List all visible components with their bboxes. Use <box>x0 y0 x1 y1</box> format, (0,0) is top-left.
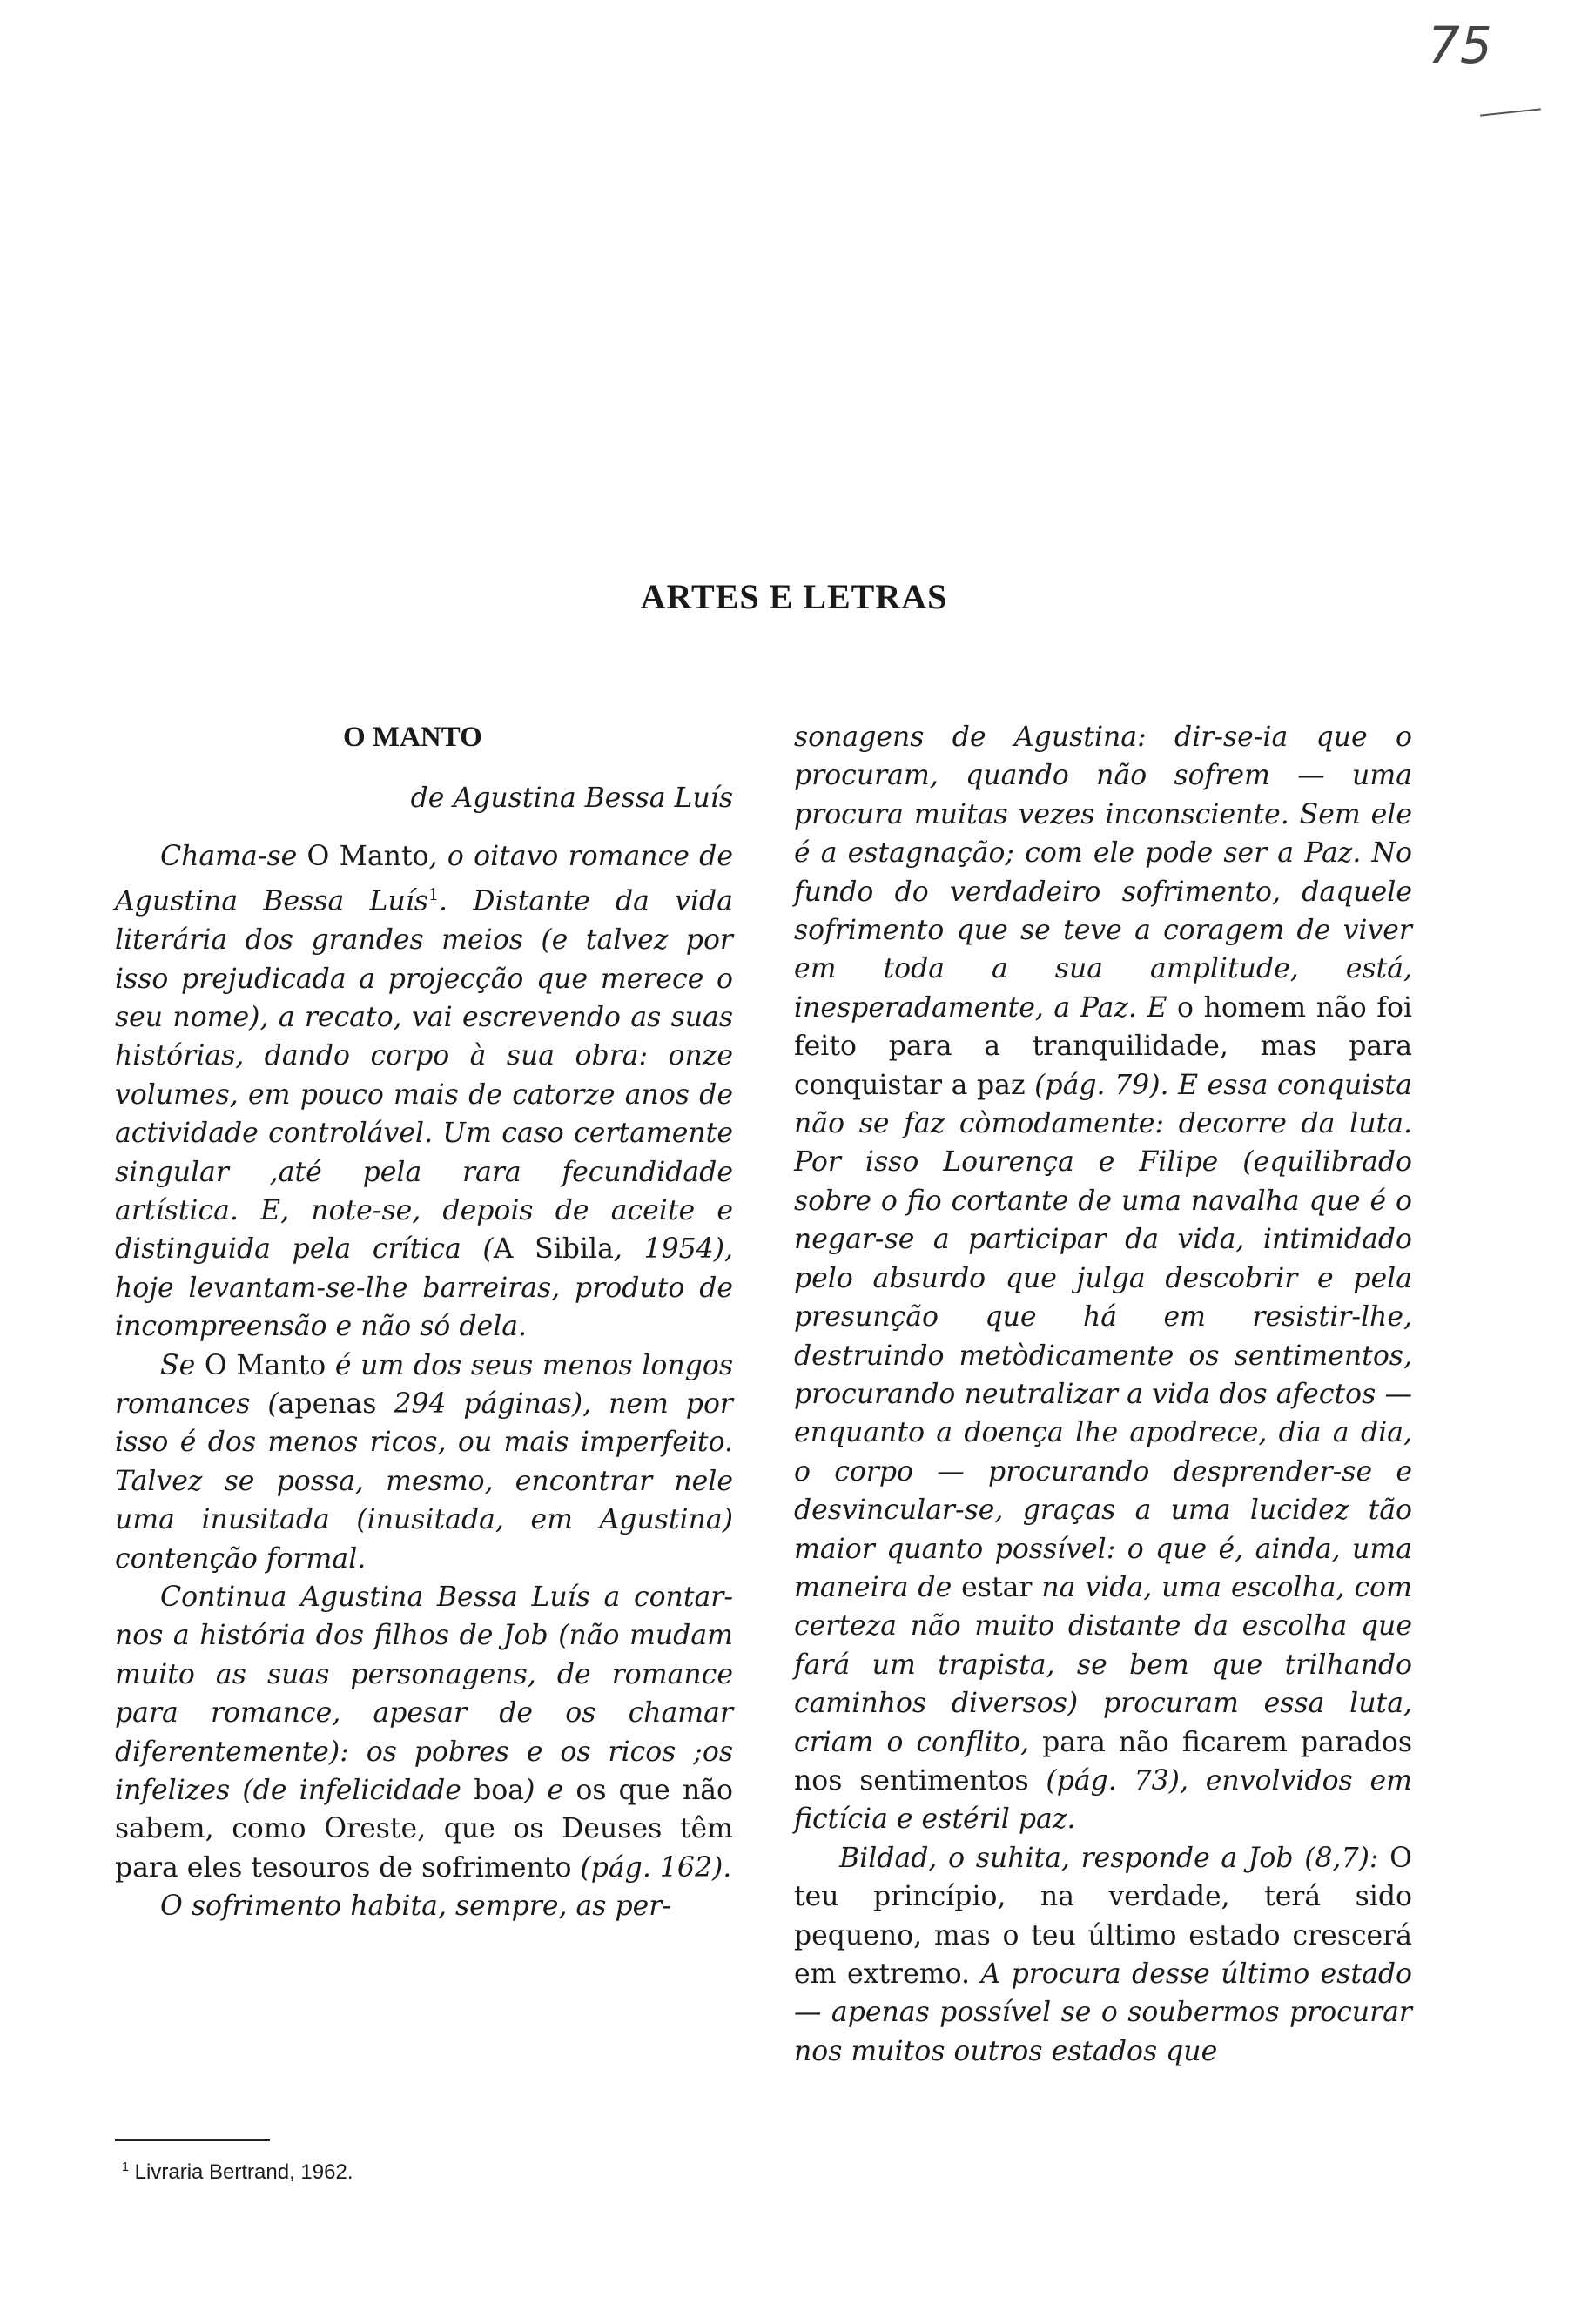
paragraph: Chama-se O Manto, o oitavo romance de Agustina Bessa Luís$^1$. Distante da vida literária dos grandes meios (e talvez por isso prejudicada a projecção que merece o seu nome), a recato, vai escrevendo as suas histórias, dando corpo à sua obra: onze volumes, em pouco mais de catorze anos de actividade controlável. Um caso certamente singular ,até pela rara fecundidade artística. E, note-se, depois de aceite e distinguida pela crítica (A Sibila, 1954), hoje levantam-se-lhe barreiras, produto de incompreensão e não só dela. <box>115 840 734 1343</box>
right-column <box>794 718 1412 2071</box>
section-title: ARTES E LETRAS <box>640 577 948 616</box>
footnote-ref: 1 <box>427 885 439 905</box>
article-title: O MANTO <box>343 722 482 753</box>
paragraph: Se O Manto é um dos seus menos longos romances (apenas 294 páginas), nem por isso é dos menos ricos, ou mais imperfeito. Talvez se possa, mesmo, encontrar nele uma inusitada (inusitada, em Agustina) contenção formal. <box>115 1349 733 1575</box>
paragraph: Bildad, o suhita, responde a Job (8,7): O teu princípio, na verdade, terá sido pequeno, mas o teu último estado crescerá em extremo. A procura desse último estado — apenas possível se o soubermos procurar nos muitos outros estados que <box>794 1842 1412 2067</box>
page-number: 75 <box>1428 16 1492 75</box>
footnote-divider <box>115 2139 270 2141</box>
page-mark <box>1480 108 1541 116</box>
article-byline: de Agustina Bessa Luís <box>410 783 733 815</box>
paragraph: sonagens de Agustina: dir-se-ia que o procuram, quando não sofrem — uma procura muitas vezes inconsciente. Sem ele é a estagnação; com ele pode ser a Paz. No fundo do verdadeiro sofrimento, daquele sofrimento que se teve a coragem de viver em toda a sua amplitude, está, inesperadamente, a Paz. E o homem não foi feito para a tranquilidade, mas para conquistar a paz (pág. 79). E essa conquista não se faz còmodamente: decorre da luta. Por isso Lourença e Filipe (equilibrado sobre o fio cortante de uma navalha que é o negar-se a participar da vida, intimidado pelo absurdo que julga descobrir e pela presunção que há em resistir-lhe, destruindo metòdicamente os sentimentos, procurando neutralizar a vida dos afectos — enquanto a doença lhe apodrece, dia a dia, o corpo — procurando desprender-se e desvincular-se, graças a uma lucidez tão maior quanto possível: o que é, ainda, uma maneira de estar na vida, uma escolha, com certeza não muito distante da escolha que fará um trapista, se bem que trilhando caminhos diversos) procuram essa luta, criam o conflito, para não ficarem parados nos sentimentos (pág. 73), envolvidos em fictícia e estéril paz. <box>794 722 1413 1836</box>
footnote <box>122 2160 353 2185</box>
footnote-text: Livraria Bertrand, 1962. <box>129 2160 353 2184</box>
left-column <box>115 718 733 1926</box>
paragraph: Continua Agustina Bessa Luís a contar-nos a história dos filhos de Job (não mudam muito as suas personagens, de romance para romance, apesar de os chamar diferentemente): os pobres e os ricos ;os infelizes (de infelicidade boa) e os que não sabem, como Oreste, que os Deuses têm para eles tesouros de sofrimento (pág. 162). <box>115 1582 733 1884</box>
footnote-marker: 1 <box>122 2160 130 2174</box>
paragraph: O sofrimento habita, sempre, as per- <box>160 1891 671 1923</box>
